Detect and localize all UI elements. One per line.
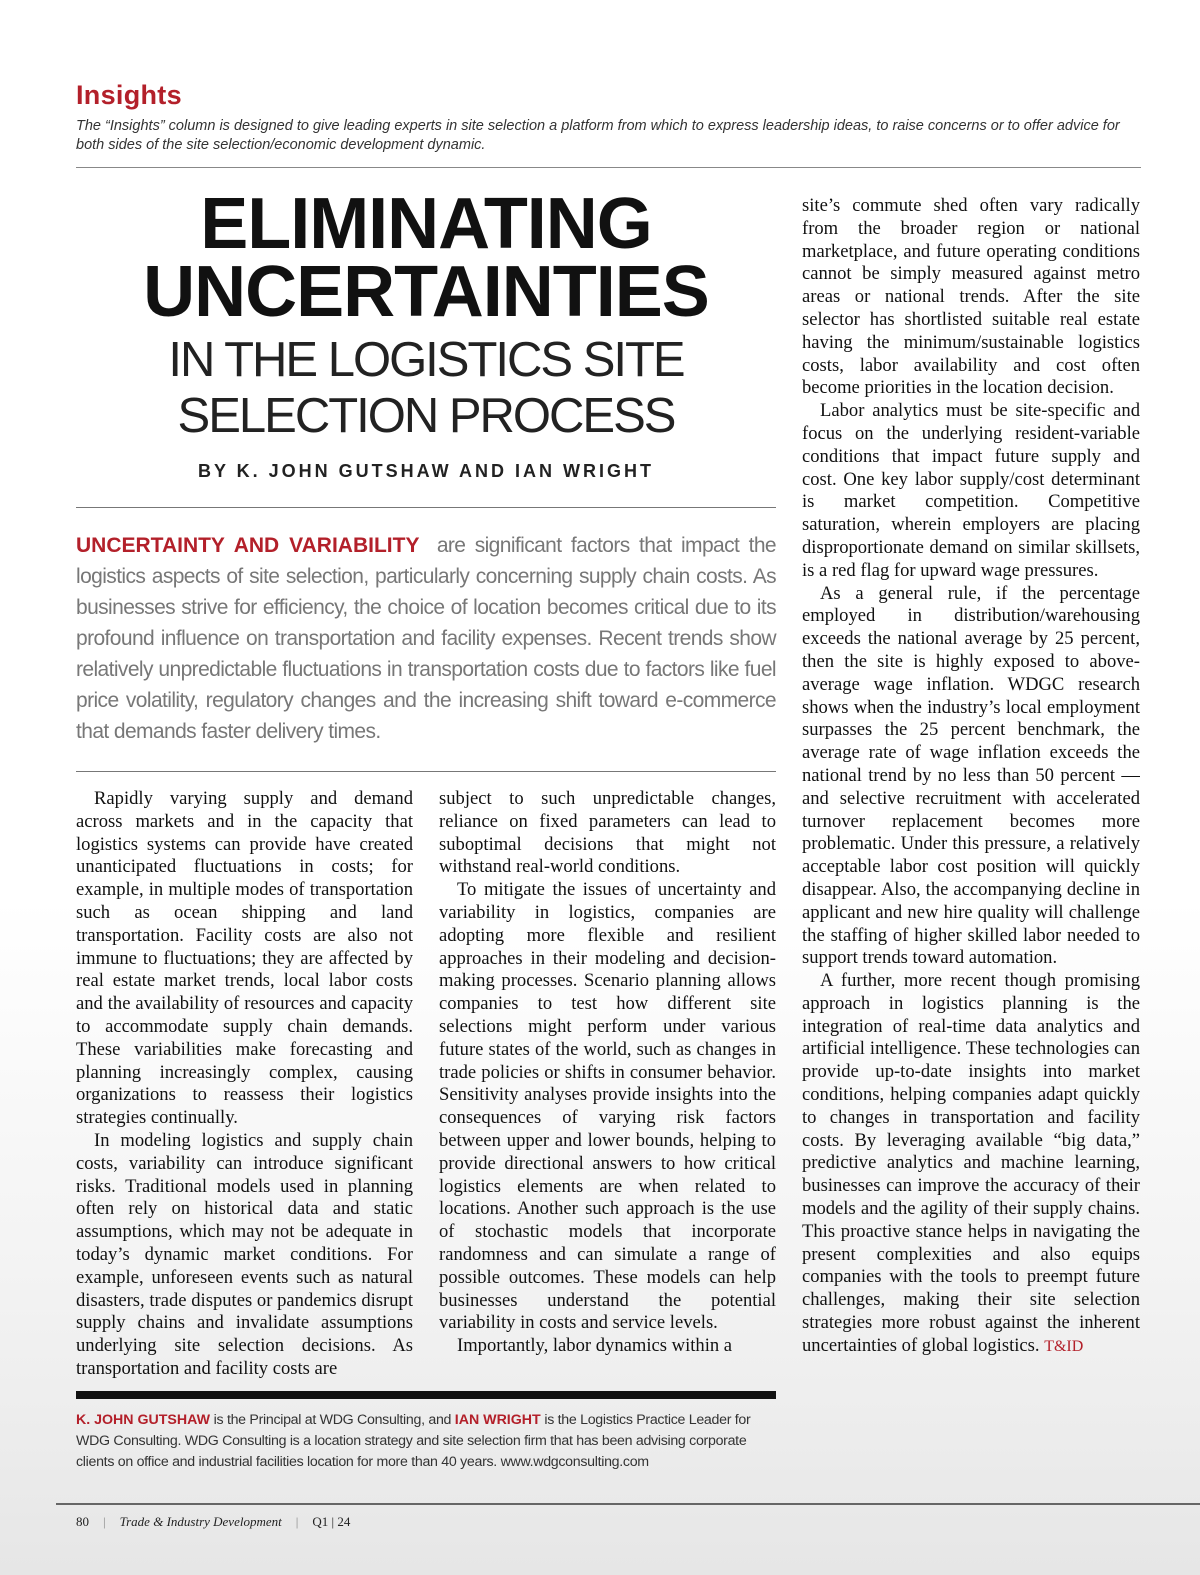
subheadline-line-2: SELECTION PROCESS	[177, 389, 675, 443]
footer-rule	[56, 1503, 1200, 1505]
subheadline-line-1: IN THE LOGISTICS SITE	[168, 333, 684, 387]
lead-text: are significant factors that impact the logistics aspects of site selection, particularly concerning supply chain costs. As businesses strive for efficiency, the choice of location becomes critical due to its profound influence on transportation and facility expenses. Recent trends show relatively unpredictable fluctuations in transportation costs due to factors like fuel price volatility, regulatory changes and the increasing shift toward e-commerce that demands faster delivery times.	[76, 534, 776, 743]
lead-kicker: UNCERTAINTY AND VARIABILITY	[76, 534, 420, 557]
author-name-1: K. JOHN GUTSHAW	[76, 1412, 210, 1428]
headline	[76, 184, 776, 332]
paragraph: Rapidly varying supply and demand across markets and in the capacity that logistics systems can provide have created unanticipated fluctuations in costs; for example, in multiple modes of transportation such as ocean shipping and land transportation. Facility costs are also not immune to fluctuations; they are affected by real estate market trends, local labor costs and the availability of resources and capacity to accommodate supply chain demands. These variabilities make forecasting and planning increasingly complex, causing organizations to reassess their logistics strategies continually.	[76, 788, 413, 1129]
end-mark: T&ID	[1044, 1337, 1084, 1355]
bio-rule	[76, 1391, 776, 1399]
divider	[76, 771, 776, 772]
author-bio	[76, 1410, 776, 1473]
section-title: Insights	[76, 80, 182, 110]
divider	[76, 167, 1141, 168]
issue-label: Q1 | 24	[312, 1514, 351, 1529]
body-column-3	[802, 195, 1140, 1475]
bio-text-2: is the Logistics Practice Leader for WDG Consulting. WDG Consulting is a location strategy and site selection firm that has been advising corporate clients on office and industrial facilities location for more than 40 years. www.wdgconsulting.com	[76, 1412, 751, 1470]
page-number: 80	[76, 1514, 89, 1529]
divider	[76, 507, 776, 508]
paragraph-text: A further, more recent though promising approach in logistics planning is the integration of real-time data analytics and artificial intelligence. These technologies can provide up-to-date insights into market conditions, helping companies adapt quickly to changes in transportation and facility costs. By leveraging available “big data,” predictive analytics and machine learning, businesses can improve the accuracy of their models and the agility of their supply chains. This proactive stance helps in navigating the present complexities and also equips companies with the tools to preempt future challenges, making their site selection strategies more robust against the inherent uncertainties of global logistics.	[802, 970, 1140, 1356]
paragraph: To mitigate the issues of uncertainty and variability in logistics, companies are adopting more flexible and resilient approaches in their modeling and decision-making processes. Scenario planning allows companies to test how different site selections might perform under various future states of the world, such as changes in trade policies or shifts in consumer behavior. Sensitivity analyses provide insights into the consequences of varying risk factors between upper and lower bounds, helping to provide directional answers to how critical logistics elements are when related to locations. Another such approach is the use of stochastic models that incorporate randomness and can simulate a range of possible outcomes. These models can help businesses understand the potential variability in costs and service levels.	[439, 879, 776, 1334]
paragraph	[802, 970, 1140, 1359]
separator: |	[103, 1514, 106, 1529]
lead-paragraph	[76, 530, 776, 747]
publication-name: Trade & Industry Development	[119, 1514, 282, 1529]
paragraph: Labor analytics must be site-specific and focus on the underlying resident-variable conditions that impact future supply and cost. One key labor supply/cost determinant is market competition. Competitive saturation, wherein employers are placing disproportionate demand on similar skillsets, is a red flag for upward wage pressures.	[802, 400, 1140, 581]
author-name-2: IAN WRIGHT	[454, 1412, 541, 1428]
body-column-1	[76, 788, 413, 1386]
paragraph: site’s commute shed often vary radically from the broader region or national marketplace, and future operating conditions cannot be simply measured against metro areas or national trends. After the site selector has shortlisted suitable real estate having the minimum/sustainable logistics costs, labor availability and cost often become priorities in the location decision.	[802, 195, 1140, 399]
section-description: The “Insights” column is designed to give leading experts in site selection a platform from which to express leadership ideas, to raise concerns or to offer advice for both sides of the site selection/economic development dynamic.	[76, 118, 1120, 153]
headline-line-2: UNCERTAINTIES	[143, 252, 709, 332]
subheadline	[76, 332, 776, 444]
page-footer	[76, 1514, 350, 1530]
separator: |	[295, 1514, 299, 1529]
paragraph: subject to such unpredictable changes, reliance on fixed parameters can lead to suboptimal decisions that might not withstand real-world conditions.	[439, 788, 776, 878]
paragraph: Importantly, labor dynamics within a	[457, 1335, 733, 1357]
bio-text-1: is the Principal at WDG Consulting, and	[213, 1412, 452, 1428]
body-column-2	[439, 788, 776, 1386]
byline: BY K. JOHN GUTSHAW AND IAN WRIGHT	[197, 461, 654, 481]
paragraph: In modeling logistics and supply chain costs, variability can introduce significant risks. Traditional models used in planning often rely on historical data and static assumptions, which may not be adequate in today’s dynamic market conditions. For example, unforeseen events such as natural disasters, trade disputes or pandemics disrupt supply chains and invalidate assumptions underlying site selection decisions. As transportation and facility costs are	[76, 1129, 413, 1379]
paragraph: As a general rule, if the percentage employed in distribution/warehousing exceeds the national average by 25 percent, then the site is highly exposed to above-average wage inflation. WDGC research shows when the industry’s local employment surpasses the 25 percent benchmark, the average rate of wage inflation exceeds the national trend by no less than 50 percent — and selective recruitment with accelerated turnover replacement becomes more problematic. Under this pressure, a relatively acceptable labor cost position will quickly disappear. Also, the accompanying decline in applicant and new hire quality will challenge the staffing of higher skilled labor needed to support trends toward automation.	[802, 582, 1140, 969]
headline-line-1: ELIMINATING	[200, 184, 652, 264]
